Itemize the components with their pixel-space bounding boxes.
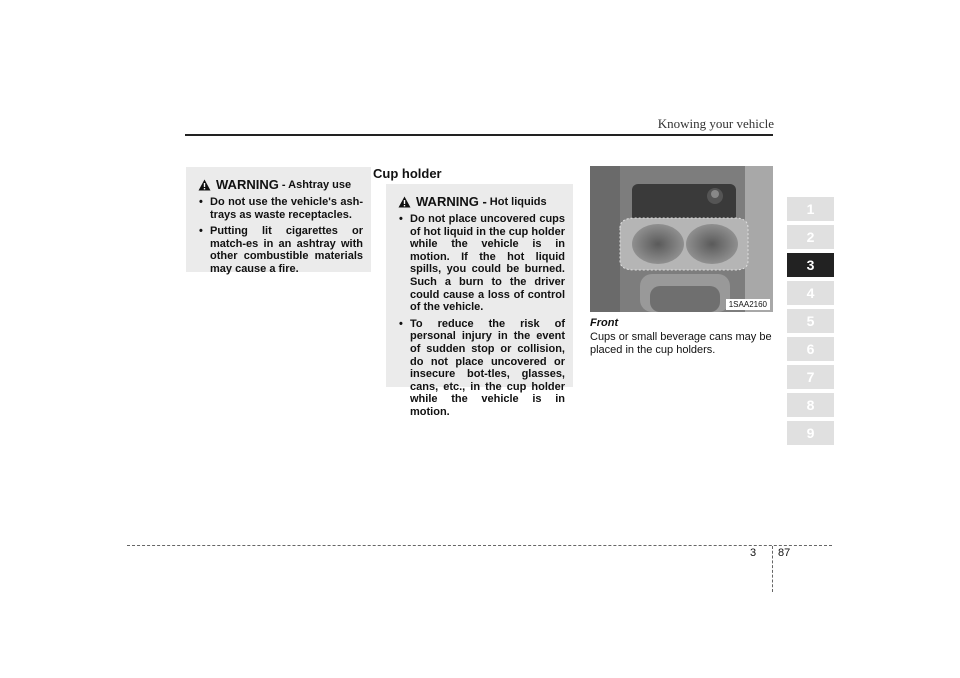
chapter-tab-6[interactable]: 6	[787, 337, 834, 361]
warning-hot-liquids-box	[386, 184, 573, 418]
footer-divider	[772, 546, 773, 592]
warning-ashtray-subtitle: - Ashtray use	[281, 178, 352, 191]
warning-triangle-icon	[398, 196, 411, 208]
chapter-tab-2[interactable]: 2	[787, 225, 834, 249]
cup-holder-illustration	[590, 166, 773, 312]
chapter-tab-5[interactable]: 5	[787, 309, 834, 333]
warning-hot-liquids-item: • To reduce the risk of personal injury in the event of sudden stop or collision, do not place uncovered or insecure bot-tles, glasses, cans, etc., in the cup holder while the vehicle is in motion.	[398, 318, 565, 419]
warning-triangle-icon	[198, 179, 211, 191]
chapter-tab-8[interactable]: 8	[787, 393, 834, 417]
cup-holder-photo	[590, 166, 773, 312]
warning-hot-liquids-title: WARNING -	[416, 194, 487, 209]
chapter-tab-1[interactable]: 1	[787, 197, 834, 221]
chapter-tab-9[interactable]: 9	[787, 421, 834, 445]
footer-rule	[127, 545, 832, 546]
cup-holder-description: Cups or small beverage cans may be placed in the cup holders.	[590, 331, 772, 356]
chapter-tab-7[interactable]: 7	[787, 365, 834, 389]
warning-ashtray-box	[186, 167, 371, 275]
chapter-tabs	[787, 197, 834, 449]
footer-chapter-number: 3	[750, 547, 757, 559]
warning-ashtray-title-row	[198, 177, 363, 192]
image-code-label: 1SAA2160	[726, 299, 770, 310]
chapter-tab-3[interactable]: 3	[787, 253, 834, 277]
warning-ashtray-title: WARNING	[216, 177, 279, 192]
warning-ashtray-list	[198, 196, 363, 276]
warning-hot-liquids-list	[398, 213, 565, 419]
warning-hot-liquids-item: • Do not place uncovered cups of hot liquid in the cup holder while the vehicle is in motion. If the hot liquid spills, you could be burned. Such a burn to the driver could cause a loss of control of the vehicle.	[398, 213, 565, 314]
warning-hot-liquids-subtitle: Hot liquids	[489, 195, 547, 208]
warning-ashtray-item: • Do not use the vehicle's ash-trays as waste receptacles.	[198, 196, 363, 221]
warning-hot-liquids-title-row	[398, 194, 565, 209]
chapter-tab-4[interactable]: 4	[787, 281, 834, 305]
header-rule	[185, 134, 773, 136]
photo-caption: Front	[590, 317, 619, 329]
header-title: Knowing your vehicle	[657, 116, 774, 131]
warning-ashtray-item: • Putting lit cigarettes or match-es in an ashtray with other combustible materials may cause a fire.	[198, 225, 363, 275]
cup-holder-heading: Cup holder	[373, 166, 442, 181]
footer-page-number: 87	[778, 547, 791, 559]
